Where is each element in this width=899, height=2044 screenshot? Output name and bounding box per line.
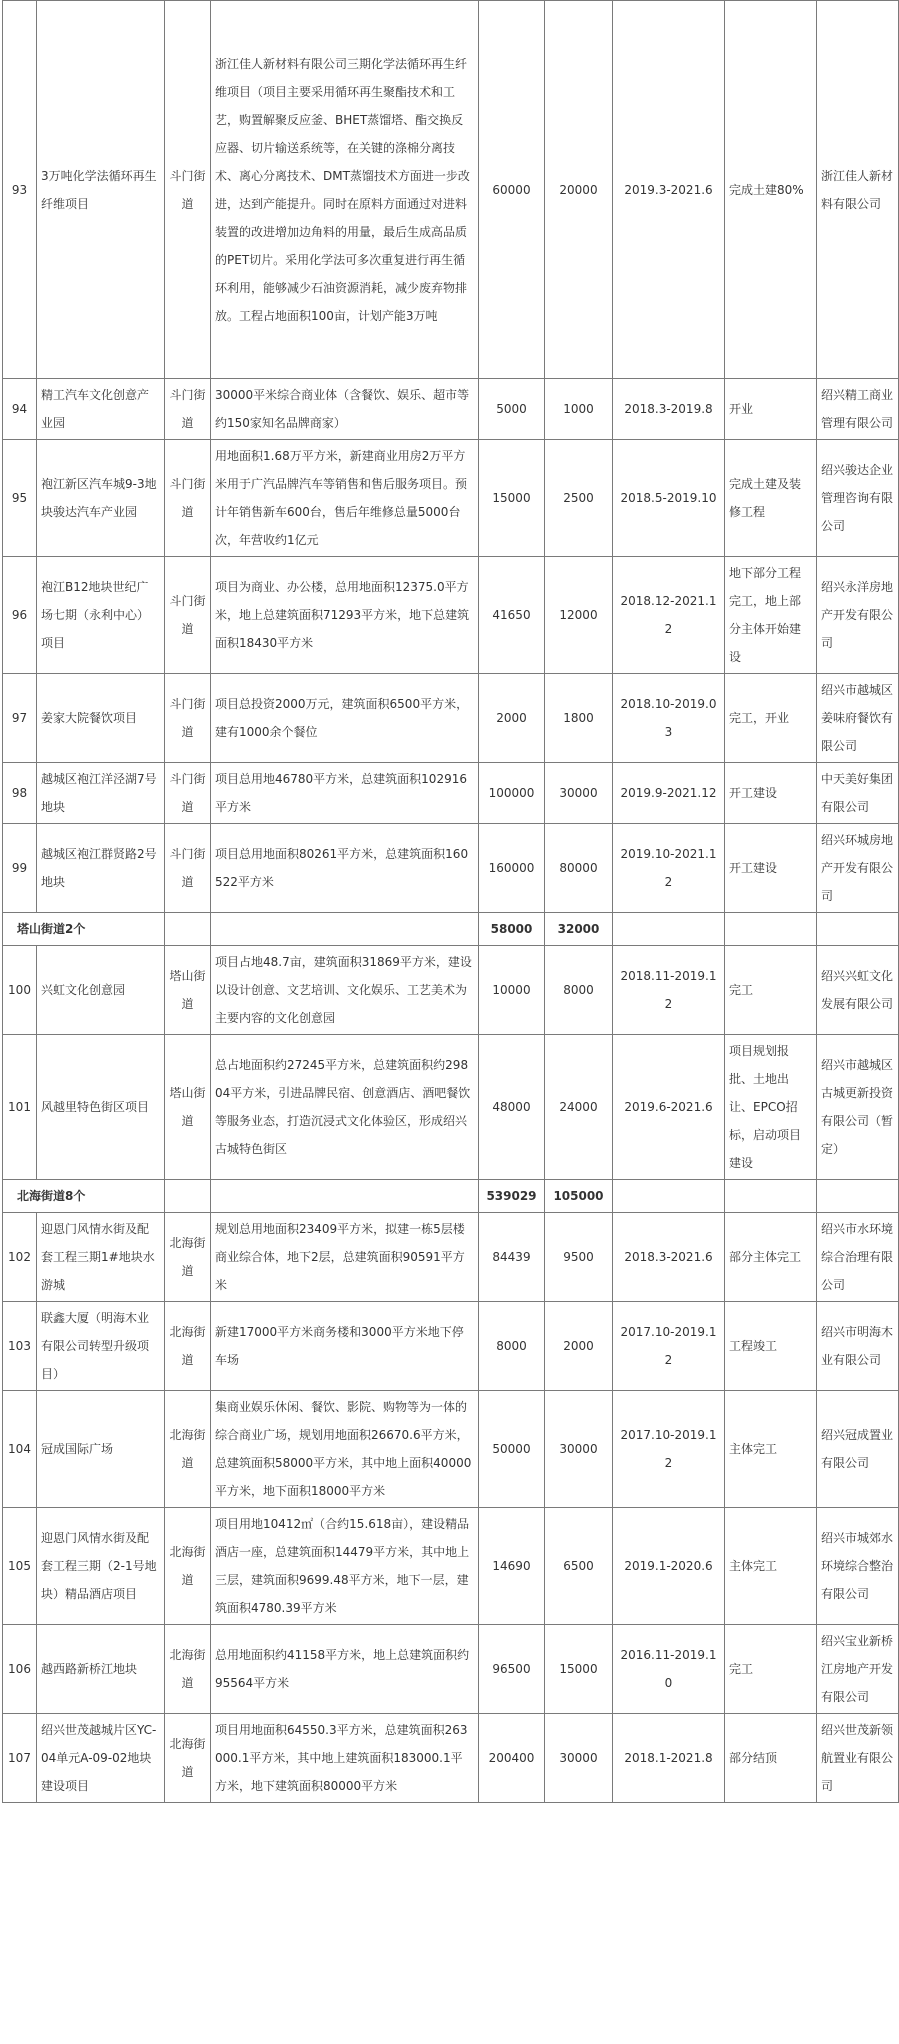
row-number: 106	[3, 1625, 37, 1714]
project-name: 姜家大院餐饮项目	[37, 674, 165, 763]
project-content: 项目为商业、办公楼，总用地面积12375.0平方米，地上总建筑面积71293平方米，地下总建筑面积18430平方米	[211, 557, 479, 674]
annual-investment: 24000	[545, 1035, 613, 1180]
annual-investment: 30000	[545, 763, 613, 824]
annual-progress: 主体完工	[725, 1508, 817, 1625]
total-investment: 50000	[479, 1391, 545, 1508]
responsible-unit: 绍兴市水环境综合治理有限公司	[817, 1213, 899, 1302]
group-annual-investment: 105000	[545, 1180, 613, 1213]
project-name: 3万吨化学法循环再生纤维项目	[37, 1, 165, 379]
project-content: 总占地面积约27245平方米，总建筑面积约29804平方米，引进品牌民宿、创意酒店、酒吧餐饮等服务业态，打造沉浸式文化体验区，形成绍兴古城特色街区	[211, 1035, 479, 1180]
group-total-investment: 58000	[479, 913, 545, 946]
annual-investment: 1800	[545, 674, 613, 763]
row-number: 98	[3, 763, 37, 824]
construction-period: 2019.3-2021.6	[613, 1, 725, 379]
responsible-unit: 绍兴宝业新桥江房地产开发有限公司	[817, 1625, 899, 1714]
construction-period: 2018.11-2019.12	[613, 946, 725, 1035]
empty-cell	[725, 1180, 817, 1213]
street-name: 北海街道	[165, 1508, 211, 1625]
annual-investment: 12000	[545, 557, 613, 674]
project-table	[2, 0, 899, 1803]
responsible-unit: 绍兴兴虹文化发展有限公司	[817, 946, 899, 1035]
row-number: 95	[3, 440, 37, 557]
project-name: 迎恩门风情水街及配套工程三期1#地块水游城	[37, 1213, 165, 1302]
project-content: 30000平米综合商业体（含餐饮、娱乐、超市等约150家知名品牌商家）	[211, 379, 479, 440]
street-name: 斗门街道	[165, 674, 211, 763]
project-content: 新建17000平方米商务楼和3000平方米地下停车场	[211, 1302, 479, 1391]
annual-progress: 开工建设	[725, 824, 817, 913]
annual-investment: 1000	[545, 379, 613, 440]
project-name: 风越里特色街区项目	[37, 1035, 165, 1180]
total-investment: 5000	[479, 379, 545, 440]
street-name: 北海街道	[165, 1391, 211, 1508]
responsible-unit: 绍兴市明海木业有限公司	[817, 1302, 899, 1391]
table-row	[3, 824, 899, 913]
construction-period: 2017.10-2019.12	[613, 1391, 725, 1508]
annual-progress: 开业	[725, 379, 817, 440]
annual-progress: 地下部分工程完工，地上部分主体开始建设	[725, 557, 817, 674]
annual-progress: 完工	[725, 946, 817, 1035]
responsible-unit: 绍兴精工商业管理有限公司	[817, 379, 899, 440]
table-body	[3, 1, 899, 1803]
project-content: 总用地面积约41158平方米，地上总建筑面积约95564平方米	[211, 1625, 479, 1714]
table-row	[3, 379, 899, 440]
empty-cell	[211, 913, 479, 946]
project-name: 迎恩门风情水街及配套工程三期（2-1号地块）精品酒店项目	[37, 1508, 165, 1625]
responsible-unit: 绍兴世茂新领航置业有限公司	[817, 1714, 899, 1803]
annual-investment: 8000	[545, 946, 613, 1035]
table-row	[3, 1035, 899, 1180]
empty-cell	[613, 913, 725, 946]
street-name: 北海街道	[165, 1714, 211, 1803]
project-name: 联鑫大厦（明海木业有限公司转型升级项目）	[37, 1302, 165, 1391]
construction-period: 2017.10-2019.12	[613, 1302, 725, 1391]
table-row	[3, 674, 899, 763]
project-name: 越城区袍江洋泾湖7号地块	[37, 763, 165, 824]
annual-progress: 部分结顶	[725, 1714, 817, 1803]
total-investment: 84439	[479, 1213, 545, 1302]
street-name: 斗门街道	[165, 440, 211, 557]
annual-investment: 15000	[545, 1625, 613, 1714]
project-content: 项目用地10412㎡（合约15.618亩），建设精品酒店一座，总建筑面积14479平方米，其中地上三层，建筑面积9699.48平方米，地下一层，建筑面积4780.39平方米	[211, 1508, 479, 1625]
project-content: 规划总用地面积23409平方米，拟建一栋5层楼商业综合体，地下2层，总建筑面积90591平方米	[211, 1213, 479, 1302]
total-investment: 96500	[479, 1625, 545, 1714]
project-name: 越城区袍江群贤路2号地块	[37, 824, 165, 913]
table-row	[3, 1213, 899, 1302]
construction-period: 2019.9-2021.12	[613, 763, 725, 824]
project-name: 兴虹文化创意园	[37, 946, 165, 1035]
empty-cell	[725, 913, 817, 946]
annual-progress: 完成土建80%	[725, 1, 817, 379]
table-row	[3, 1391, 899, 1508]
row-number: 102	[3, 1213, 37, 1302]
annual-investment: 30000	[545, 1391, 613, 1508]
construction-period: 2019.1-2020.6	[613, 1508, 725, 1625]
construction-period: 2018.5-2019.10	[613, 440, 725, 557]
responsible-unit: 中天美好集团有限公司	[817, 763, 899, 824]
row-number: 97	[3, 674, 37, 763]
table-row	[3, 1625, 899, 1714]
project-content: 项目总用地46780平方米，总建筑面积102916平方米	[211, 763, 479, 824]
annual-progress: 主体完工	[725, 1391, 817, 1508]
project-content: 项目用地面积64550.3平方米，总建筑面积263000.1平方米，其中地上建筑面积183000.1平方米，地下建筑面积80000平方米	[211, 1714, 479, 1803]
total-investment: 10000	[479, 946, 545, 1035]
annual-investment: 2000	[545, 1302, 613, 1391]
annual-investment: 6500	[545, 1508, 613, 1625]
project-name: 绍兴世茂越城片区YC-04单元A-09-02地块建设项目	[37, 1714, 165, 1803]
street-name: 北海街道	[165, 1625, 211, 1714]
responsible-unit: 绍兴环城房地产开发有限公司	[817, 824, 899, 913]
street-name: 塔山街道	[165, 946, 211, 1035]
project-content: 项目占地48.7亩，建筑面积31869平方米，建设以设计创意、文艺培训、文化娱乐、工艺美术为主要内容的文化创意园	[211, 946, 479, 1035]
responsible-unit: 绍兴市越城区姜味府餐饮有限公司	[817, 674, 899, 763]
row-number: 96	[3, 557, 37, 674]
row-number: 104	[3, 1391, 37, 1508]
table-row	[3, 557, 899, 674]
group-title: 塔山街道2个	[3, 913, 165, 946]
street-name: 斗门街道	[165, 379, 211, 440]
total-investment: 60000	[479, 1, 545, 379]
group-title: 北海街道8个	[3, 1180, 165, 1213]
project-name: 精工汽车文化创意产业园	[37, 379, 165, 440]
street-name: 斗门街道	[165, 1, 211, 379]
street-name: 塔山街道	[165, 1035, 211, 1180]
total-investment: 100000	[479, 763, 545, 824]
construction-period: 2019.10-2021.12	[613, 824, 725, 913]
total-investment: 14690	[479, 1508, 545, 1625]
table-row	[3, 1508, 899, 1625]
responsible-unit: 绍兴冠成置业有限公司	[817, 1391, 899, 1508]
responsible-unit: 浙江佳人新材料有限公司	[817, 1, 899, 379]
annual-progress: 项目规划报批、土地出让、EPCO招标，启动项目建设	[725, 1035, 817, 1180]
annual-progress: 开工建设	[725, 763, 817, 824]
empty-cell	[165, 913, 211, 946]
annual-investment: 30000	[545, 1714, 613, 1803]
project-content: 集商业娱乐休闲、餐饮、影院、购物等为一体的综合商业广场，规划用地面积26670.6平方米，总建筑面积58000平方米，其中地上面积40000平方米，地下面积18000平方米	[211, 1391, 479, 1508]
group-annual-investment: 32000	[545, 913, 613, 946]
total-investment: 41650	[479, 557, 545, 674]
construction-period: 2018.12-2021.12	[613, 557, 725, 674]
construction-period: 2016.11-2019.10	[613, 1625, 725, 1714]
group-subtotal-row	[3, 913, 899, 946]
annual-investment: 80000	[545, 824, 613, 913]
annual-investment: 20000	[545, 1, 613, 379]
project-name: 袍江B12地块世纪广场七期（永利中心）项目	[37, 557, 165, 674]
row-number: 103	[3, 1302, 37, 1391]
annual-investment: 2500	[545, 440, 613, 557]
row-number: 93	[3, 1, 37, 379]
total-investment: 2000	[479, 674, 545, 763]
street-name: 斗门街道	[165, 824, 211, 913]
table-row	[3, 763, 899, 824]
responsible-unit: 绍兴骏达企业管理咨询有限公司	[817, 440, 899, 557]
row-number: 107	[3, 1714, 37, 1803]
total-investment: 8000	[479, 1302, 545, 1391]
street-name: 斗门街道	[165, 763, 211, 824]
group-subtotal-row	[3, 1180, 899, 1213]
empty-cell	[613, 1180, 725, 1213]
annual-progress: 完工	[725, 1625, 817, 1714]
construction-period: 2018.3-2019.8	[613, 379, 725, 440]
construction-period: 2018.3-2021.6	[613, 1213, 725, 1302]
street-name: 北海街道	[165, 1213, 211, 1302]
empty-cell	[817, 1180, 899, 1213]
row-number: 99	[3, 824, 37, 913]
project-content: 用地面积1.68万平方米，新建商业用房2万平方米用于广汽品牌汽车等销售和售后服务项目。预计年销售新车600台，售后年维修总量5000台次，年营收约1亿元	[211, 440, 479, 557]
table-row	[3, 440, 899, 557]
row-number: 94	[3, 379, 37, 440]
annual-progress: 完成土建及装修工程	[725, 440, 817, 557]
responsible-unit: 绍兴市城郊水环境综合整治有限公司	[817, 1508, 899, 1625]
annual-progress: 部分主体完工	[725, 1213, 817, 1302]
project-name: 越西路新桥江地块	[37, 1625, 165, 1714]
project-name: 冠成国际广场	[37, 1391, 165, 1508]
table-row	[3, 1302, 899, 1391]
group-total-investment: 539029	[479, 1180, 545, 1213]
empty-cell	[165, 1180, 211, 1213]
project-content: 浙江佳人新材料有限公司三期化学法循环再生纤维项目（项目主要采用循环再生聚酯技术和工艺，购置解聚反应釜、BHET蒸馏塔、酯交换反应器、切片输送系统等，在关键的涤棉分离技术、离心分离技术、DMT蒸馏技术方面进一步改进，达到产能提升。同时在原料方面通过对进料装置的改进增加边角料的用量，最后生成高品质的PET切片。采用化学法可多次重复进行再生循环利用，能够减少石油资源消耗，减少废弃物排放。工程占地面积100亩，计划产能3万吨	[211, 1, 479, 379]
project-name: 袍江新区汽车城9-3地块骏达汽车产业园	[37, 440, 165, 557]
empty-cell	[211, 1180, 479, 1213]
table-row	[3, 1, 899, 379]
total-investment: 15000	[479, 440, 545, 557]
table-row	[3, 1714, 899, 1803]
annual-progress: 工程竣工	[725, 1302, 817, 1391]
annual-investment: 9500	[545, 1213, 613, 1302]
empty-cell	[817, 913, 899, 946]
construction-period: 2019.6-2021.6	[613, 1035, 725, 1180]
row-number: 105	[3, 1508, 37, 1625]
street-name: 斗门街道	[165, 557, 211, 674]
total-investment: 200400	[479, 1714, 545, 1803]
total-investment: 48000	[479, 1035, 545, 1180]
table-row	[3, 946, 899, 1035]
project-content: 项目总投资2000万元，建筑面积6500平方米，建有1000余个餐位	[211, 674, 479, 763]
project-content: 项目总用地面积80261平方米，总建筑面积160522平方米	[211, 824, 479, 913]
row-number: 100	[3, 946, 37, 1035]
row-number: 101	[3, 1035, 37, 1180]
construction-period: 2018.10-2019.03	[613, 674, 725, 763]
total-investment: 160000	[479, 824, 545, 913]
construction-period: 2018.1-2021.8	[613, 1714, 725, 1803]
street-name: 北海街道	[165, 1302, 211, 1391]
responsible-unit: 绍兴永洋房地产开发有限公司	[817, 557, 899, 674]
responsible-unit: 绍兴市越城区古城更新投资有限公司（暂定）	[817, 1035, 899, 1180]
annual-progress: 完工，开业	[725, 674, 817, 763]
